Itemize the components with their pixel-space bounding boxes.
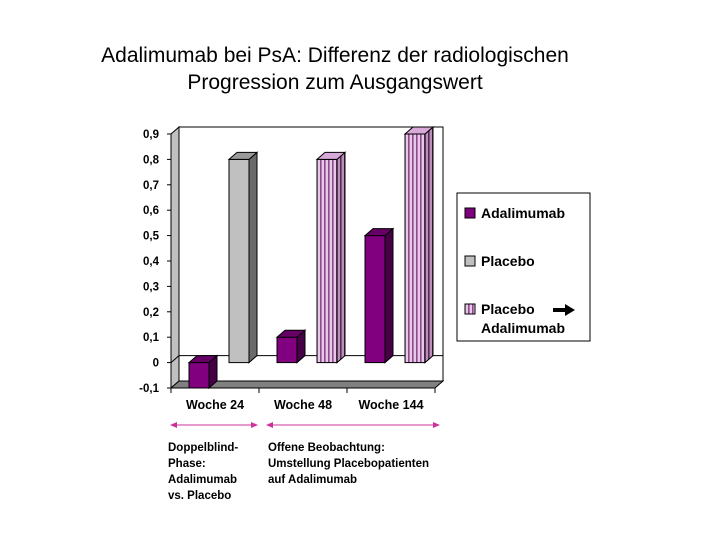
y-tick-label: 0,7 [143,179,159,192]
bar-side-2-1 [249,152,257,362]
legend-swatch [465,208,475,218]
chart-title-line-2: Progression zum Ausgangswert [187,71,483,94]
y-tick-label: -0,1 [139,383,159,395]
x-tick-label: Woche 144 [358,398,424,412]
y-tick-label: 0,2 [143,306,159,319]
side-wall [171,127,179,388]
x-tick-label: Woche 24 [185,398,245,412]
annotation-double-blind: Doppelblind- Phase: Adalimumab vs. Placebo [168,442,239,502]
bar-1-1 [189,363,209,388]
legend-swatch [465,256,475,266]
legend-label: Placebo [481,253,535,269]
back-wall [179,127,443,381]
bar-1-3 [365,236,385,363]
double-blind-arrow-right-head [251,422,258,428]
bar-3-3 [405,134,425,363]
y-tick-label: 0,4 [143,256,159,268]
legend-label: Adalimumab [481,205,566,221]
y-tick-label: 0,1 [143,332,159,345]
bar-1-2 [277,337,297,362]
legend-swatch [465,304,475,314]
y-tick-label: 0,5 [143,230,159,243]
legend-label: Placebo [481,301,535,317]
bar-side-3-3 [425,127,433,363]
chart-title-line-1: Adalimumab bei PsA: Differenz der radiologischen [101,44,569,67]
y-tick-label: 0,9 [143,129,159,141]
y-tick-label: 0,3 [143,281,159,294]
bar-3-2 [317,159,337,362]
open-label-arrow-left-head [266,422,273,428]
x-tick-label: Woche 48 [273,398,333,412]
y-tick-label: 0 [152,357,159,370]
bar-side-1-3 [385,229,393,363]
bar-side-3-2 [337,152,345,362]
bar-2-1 [229,159,249,362]
annotation-open-label: Offene Beobachtung: Umstellung Placebopatienten auf Adalimumab [268,442,430,486]
double-blind-arrow-left-head [170,422,177,428]
y-tick-label: 0,6 [143,205,159,218]
open-label-arrow-right-head [433,422,440,428]
legend-label: Adalimumab [481,320,566,336]
y-tick-label: 0,8 [143,154,159,167]
